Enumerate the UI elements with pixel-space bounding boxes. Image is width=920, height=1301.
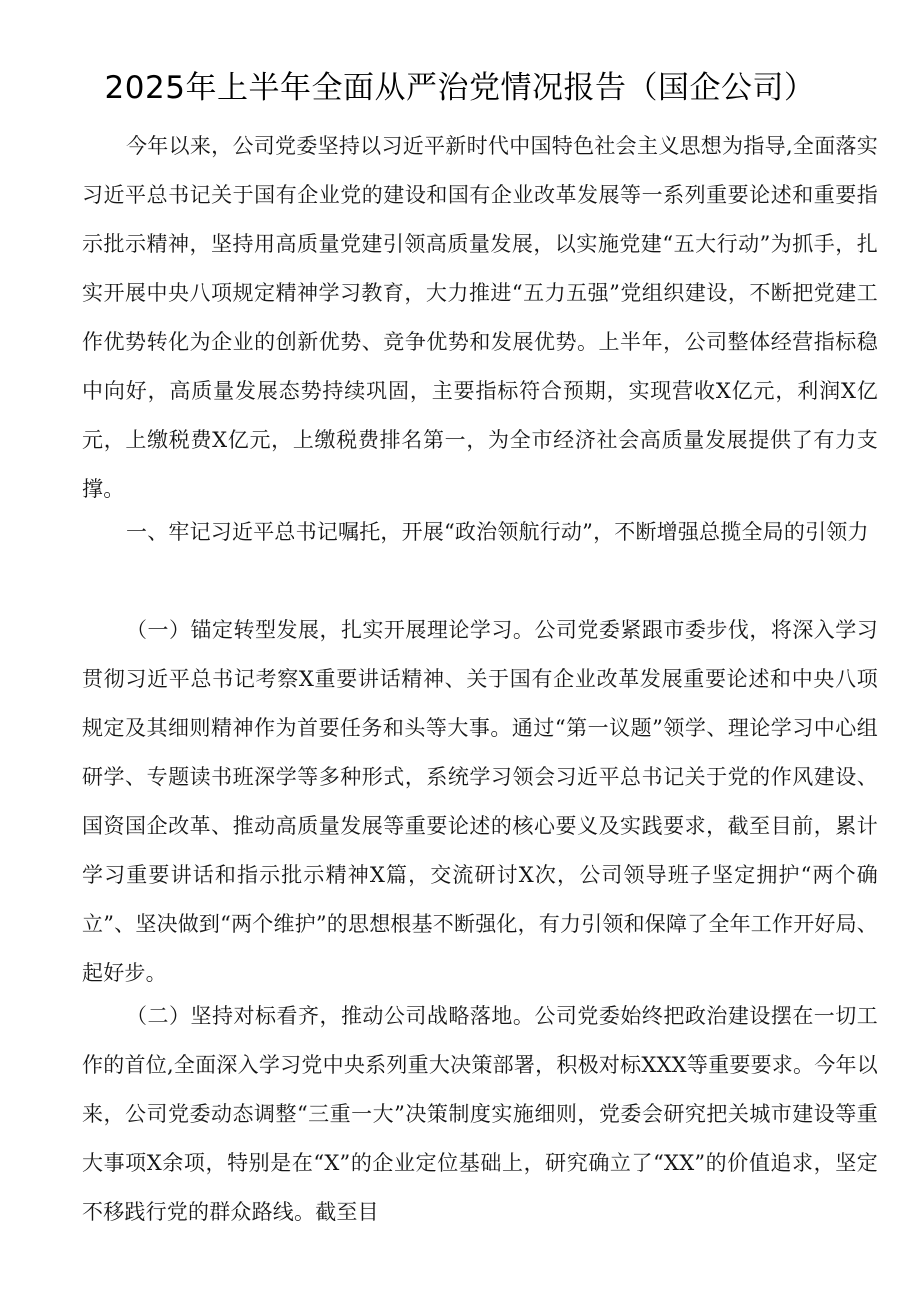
subsection-paragraph-2: （二）坚持对标看齐，推动公司战略落地。公司党委始终把政治建设摆在一切工作的首位,全面深入学习党中央系列重大决策部署，积极对标XXX等重要要求。今年以来，公司党委动态调整“三重一大”决策制度实施细则，党委会研究把关城市建设等重大事项X余项，特别是在“X”的企业定位基础上，研究确立了“XX”的价值追求，坚定不移践行党的群众路线。截至目 (82, 1004, 878, 1224)
document-title: 2025年上半年全面从严治党情况报告（国企公司） (104, 70, 816, 106)
intro-paragraph: 今年以来，公司党委坚持以习近平新时代中国特色社会主义思想为指导,全面落实习近平总书记关于国有企业党的建设和国有企业改革发展等一系列重要论述和重要指示批示精神，坚持用高质量党建引领高质量发展，以实施党建“五大行动”为抓手，扎实开展中央八项规定精神学习教育，大力推进“五力五强”党组织建设，不断把党建工作优势转化为企业的创新优势、竞争优势和发展优势。上半年，公司整体经营指标稳中向好，高质量发展态势持续巩固，主要指标符合预期，实现营收X亿元，利润X亿元，上缴税费X亿元，上缴税费排名第一，为全市经济社会高质量发展提供了有力支撑。 (82, 134, 878, 501)
section-heading-1: 一、牢记习近平总书记嘱托，开展“政治领航行动”，不断增强总揽全局的引领力 (126, 520, 869, 544)
subsection-paragraph-1: （一）锚定转型发展，扎实开展理论学习。公司党委紧跟市委步伐，将深入学习贯彻习近平总书记考察X重要讲话精神、关于国有企业改革发展重要论述和中央八项规定及其细则精神作为首要任务和头等大事。通过“第一议题”领学、理论学习中心组研学、专题读书班深学等多种形式，系统学习领会习近平总书记关于党的作风建设、国资国企改革、推动高质量发展等重要论述的核心要义及实践要求，截至目前，累计学习重要讲话和指示批示精神X篇，交流研讨X次，公司领导班子坚定拥护“两个确立”、坚决做到“两个维护”的思想根基不断强化，有力引领和保障了全年工作开好局、起好步。 (82, 618, 879, 985)
